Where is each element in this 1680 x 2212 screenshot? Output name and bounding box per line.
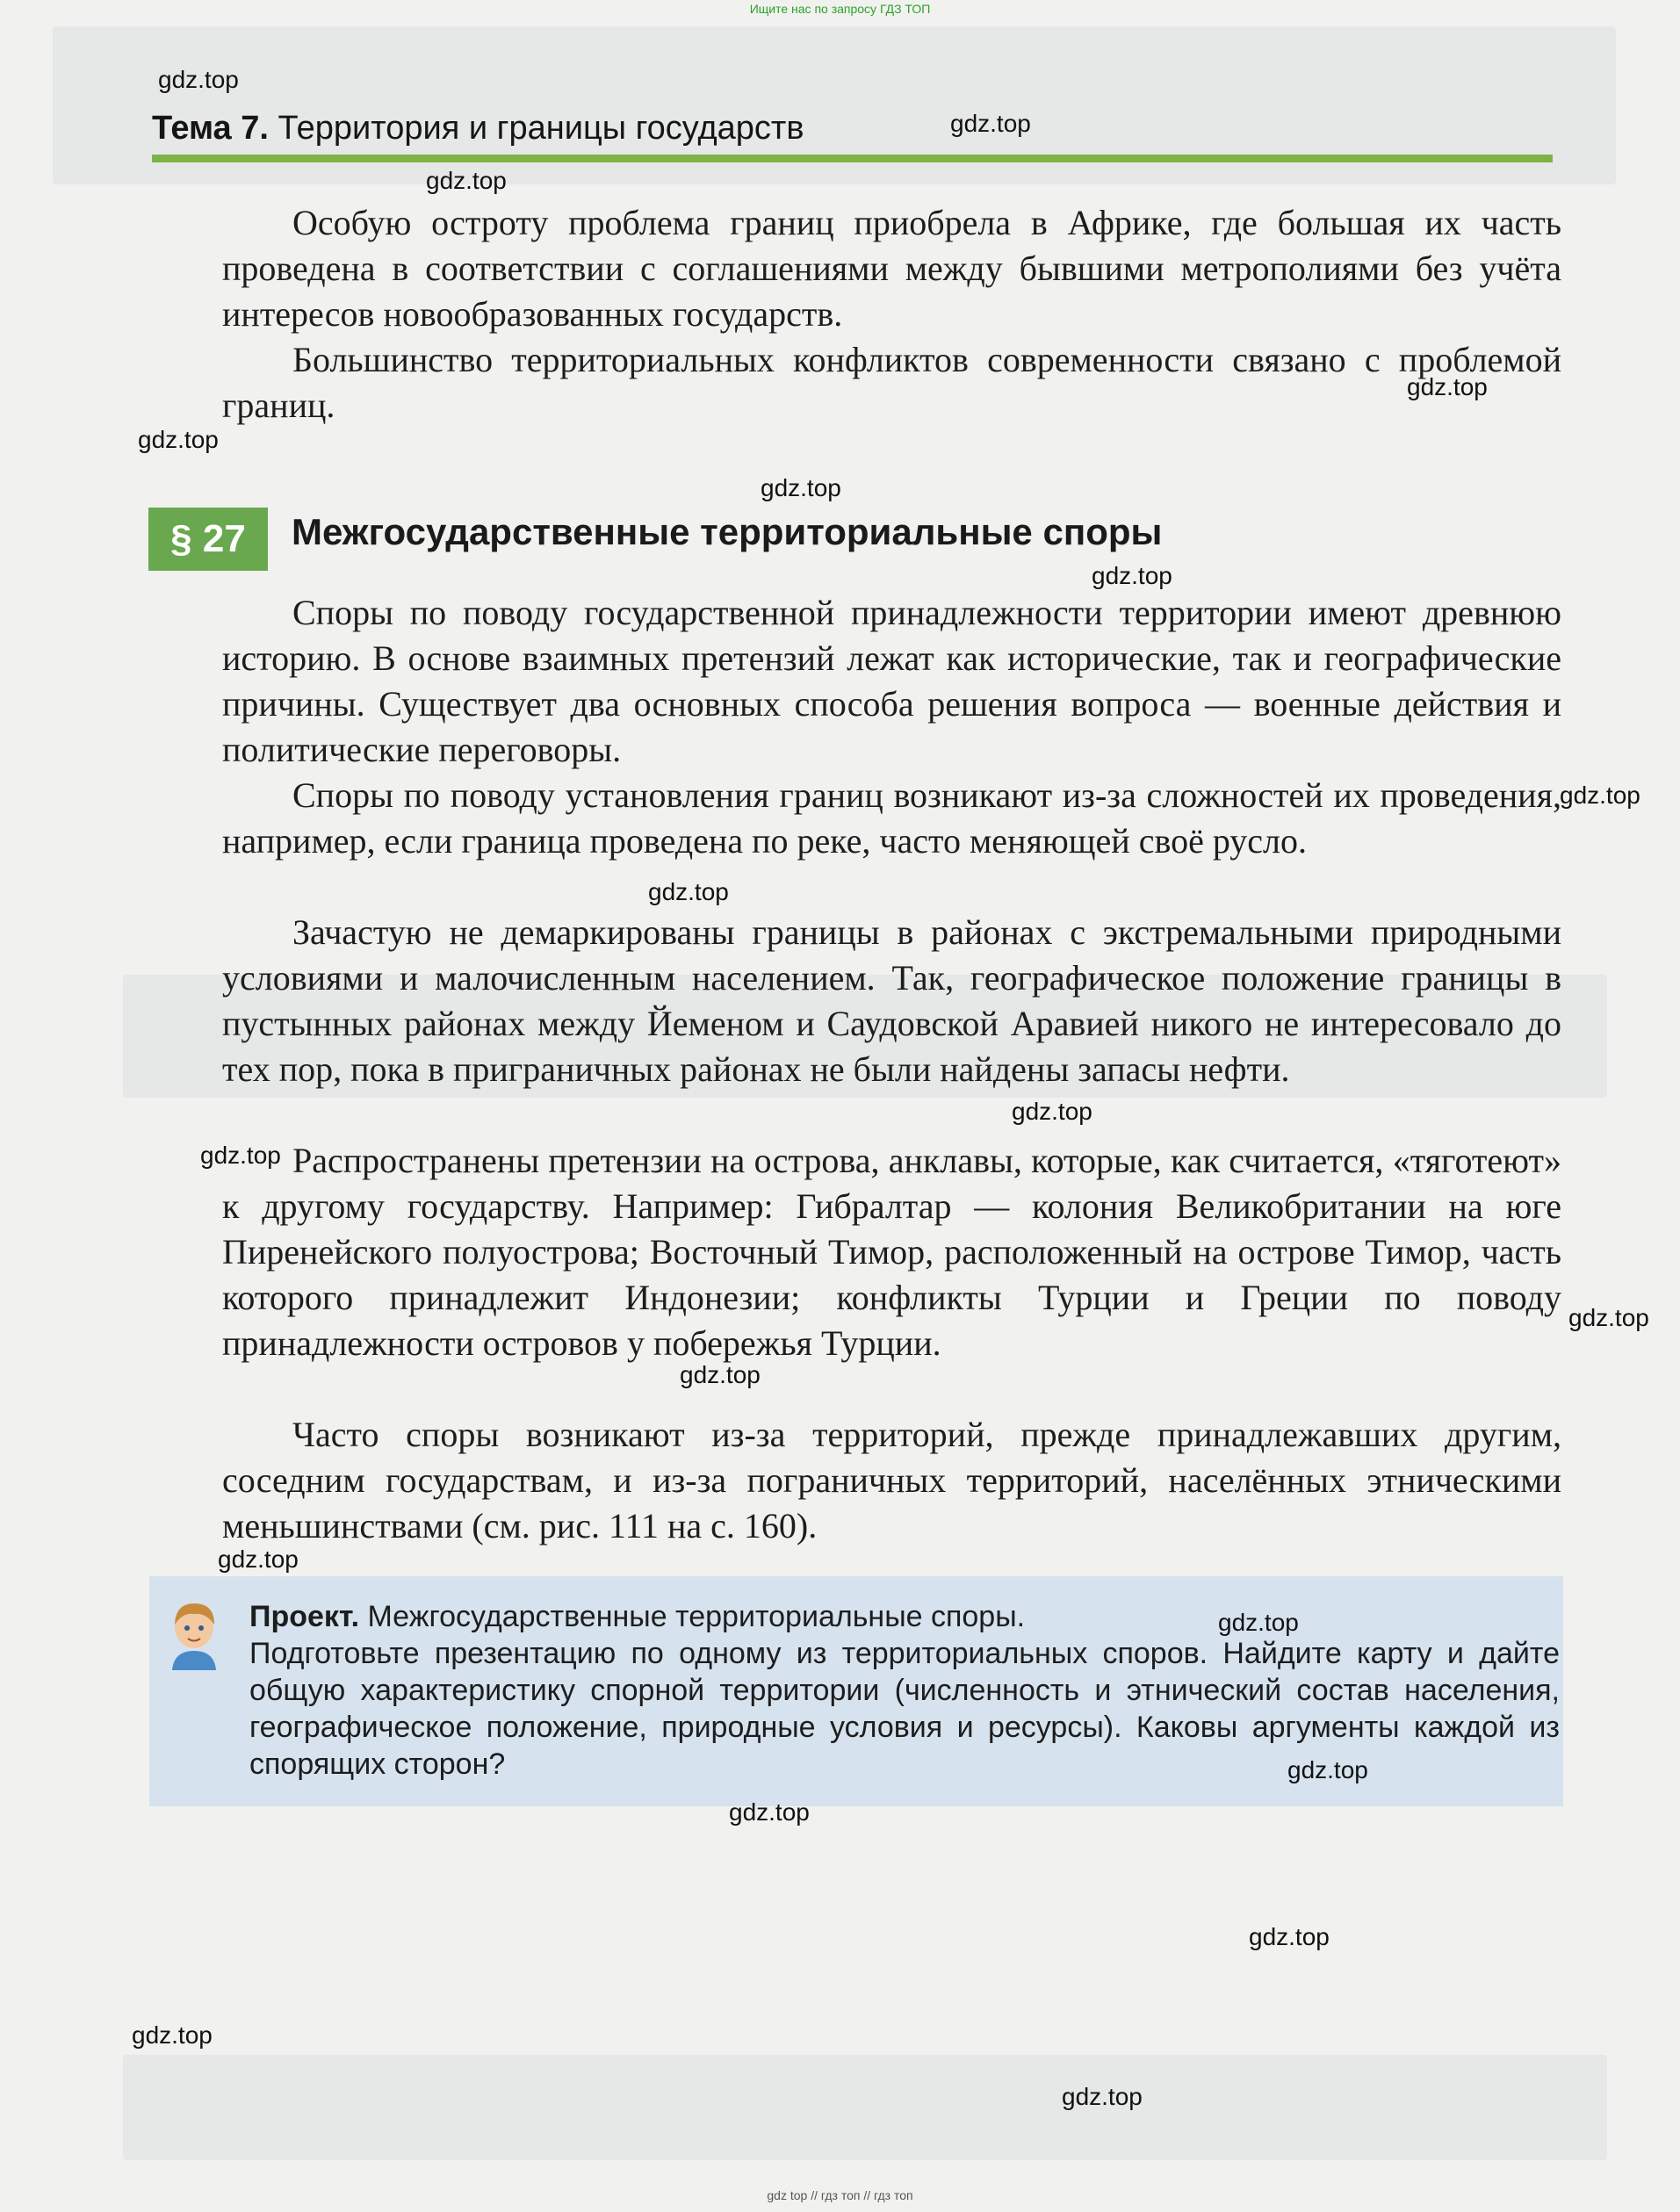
watermark: gdz.top <box>729 1798 810 1826</box>
watermark: gdz.top <box>761 474 841 501</box>
bottom-banner: gdz top // гдз топ // гдз топ <box>767 2188 913 2202</box>
watermark: gdz.top <box>950 110 1031 137</box>
body-paragraph-5: Часто споры возникают из-за территорий, прежде принадлежавших другим, соседним государствам, и из-за пограничных территорий, населённых этническими меньшинствами (см. рис. 111 на с. 160). <box>222 1415 1561 1546</box>
watermark: gdz.top <box>132 2021 213 2049</box>
body-paragraph-1: Споры по поводу государственной принадлежности территории имеют древнюю историю. В основе взаимных претензий лежат как исторические, так и географические причины. Существует два основных способа решения вопроса — военные действия и политические переговоры. <box>222 593 1561 769</box>
section-number-badge: § 27 <box>148 508 268 571</box>
project-text <box>249 1598 1560 1783</box>
top-banner: Ищите нас по запросу ГДЗ ТОП <box>749 2 931 16</box>
body-paragraph-4: Распространены претензии на острова, анклавы, которые, как считается, «тяготеют» к другому государству. Например: Гибралтар — колония Великобритании на юге Пиренейского полуострова; Восточный Тимор, расположенный на острове Тимор, часть которого принадлежит Индонезии; конфликты Турции и Греции по поводу принадлежности островов у побережья Турции. <box>222 1141 1561 1363</box>
watermark: gdz.top <box>200 1142 281 1169</box>
watermark: gdz.top <box>1249 1923 1330 1950</box>
watermark: gdz.top <box>1218 1609 1299 1636</box>
intro-paragraph-1: Особую остроту проблема границ приобрела в Африке, где большая их часть проведена в соответствии с соглашениями между бывшими метрополиями без учёта интересов новообразованных государств. <box>222 203 1561 334</box>
watermark: gdz.top <box>1092 562 1172 589</box>
project-label: Проект. <box>249 1600 360 1633</box>
body-paragraph-2: Споры по поводу установления границ возникают из-за сложностей их проведения, например, если граница проведена по реке, часто меняющей своё русло. <box>222 775 1561 861</box>
watermark: gdz.top <box>1012 1098 1092 1125</box>
student-avatar-icon <box>167 1600 221 1670</box>
watermark: gdz.top <box>1560 782 1640 809</box>
body-paragraph-3: Зачастую не демаркированы границы в районах с экстремальными природными условиями и малочисленным населением. Так, географическое положение границы в пустынных районах между Йеменом и Саудовской Аравией никого не интересовало до тех пор, пока в приграничных районах не были найдены запасы нефти. <box>222 912 1561 1089</box>
watermark: gdz.top <box>1568 1304 1649 1331</box>
topic-title: Территория и границы государств <box>278 110 804 147</box>
topic-header <box>152 110 1553 162</box>
watermark: gdz.top <box>138 426 219 453</box>
watermark: gdz.top <box>218 1546 299 1573</box>
project-title: Межгосударственные территориальные споры. <box>367 1600 1026 1633</box>
topic-label: Тема 7. <box>152 110 269 147</box>
section-title: Межгосударственные территориальные споры <box>292 511 1163 552</box>
watermark: gdz.top <box>426 167 507 194</box>
watermark: gdz.top <box>158 66 239 93</box>
watermark: gdz.top <box>1287 1756 1368 1783</box>
intro-paragraph-2: Большинство территориальных конфликтов современности связано с проблемой границ. <box>222 340 1561 425</box>
watermark: gdz.top <box>648 878 729 905</box>
watermark: gdz.top <box>1062 2083 1143 2110</box>
background-showthrough <box>123 2055 1607 2160</box>
watermark: gdz.top <box>1407 373 1488 400</box>
watermark: gdz.top <box>680 1361 761 1388</box>
project-body: Подготовьте презентацию по одному из территориальных споров. Найдите карту и дайте общую характеристику спорной территории (численность и этнический состав населения, географическое положение, природные условия и ресурсы). Каковы аргументы каждой из спорящих сторон? <box>249 1637 1560 1781</box>
